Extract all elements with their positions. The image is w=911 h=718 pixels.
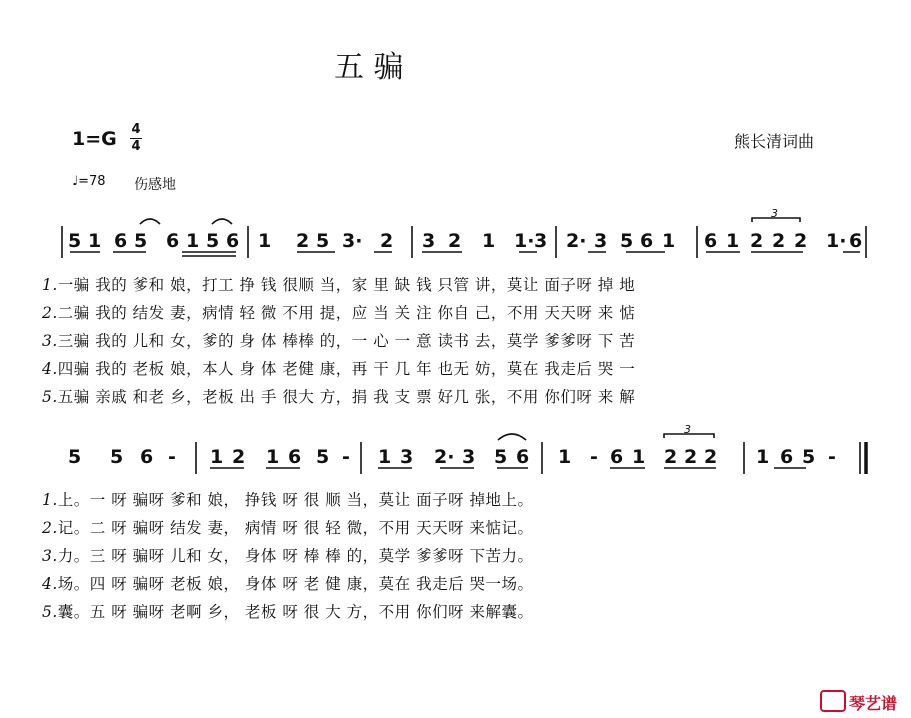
note: 1 (558, 446, 572, 468)
verse-number: 3. (42, 332, 58, 350)
note-dash: - (590, 446, 598, 468)
verse-line (42, 488, 534, 510)
verse-text: 五骗 亲戚 和老 乡，老板 出 手 很大 方，捐 我 支 票 好几 张，不用 你们呀 来 解 (57, 388, 636, 406)
composer-credit: 熊长清词曲 (734, 132, 815, 151)
verse-number: 4. (42, 575, 58, 593)
time-signature-bottom: 4 (131, 139, 141, 154)
verse-text: 囊。五 呀 骗呀 老啊 乡， 老板 呀 很 大 方，不用 你们呀 来解囊。 (57, 603, 534, 621)
triplet-number: 3 (684, 423, 691, 436)
verse-number: 3. (42, 547, 58, 565)
note: 1 (378, 446, 392, 468)
note: 3 (534, 230, 548, 252)
note: 2 (772, 230, 786, 252)
verse-line (42, 385, 635, 407)
note: 1· (826, 230, 847, 252)
watermark-logo (820, 690, 897, 714)
verse-number: 1. (42, 491, 58, 509)
verse-line (42, 301, 635, 323)
note-dash: - (828, 446, 836, 468)
note: 2· (434, 446, 455, 468)
verse-line (42, 329, 635, 351)
key-signature: 1=G (72, 128, 117, 150)
note: 6 (140, 446, 154, 468)
note: 6 (288, 446, 302, 468)
note: 1 (186, 230, 200, 252)
note: 2 (750, 230, 764, 252)
note: 6 (516, 446, 530, 468)
note: 5 (110, 446, 124, 468)
verse-number: 5. (42, 603, 58, 621)
note: 6 (166, 230, 180, 252)
verse-text: 四骗 我的 老板 娘，本人 身 体 老健 康，再 干 几 年 也无 妨，莫在 我走后 哭 一 (57, 360, 636, 378)
note: 3 (594, 230, 608, 252)
note: 2 (448, 230, 462, 252)
note: 6 (704, 230, 718, 252)
triplet-number: 3 (771, 207, 778, 220)
note: 1 (258, 230, 272, 252)
verse-number: 4. (42, 360, 58, 378)
note: 5 (316, 446, 330, 468)
note: 1 (482, 230, 496, 252)
verse-number: 5. (42, 388, 58, 406)
note: 5 (134, 230, 148, 252)
note: 2· (566, 230, 587, 252)
watermark-text: 琴艺谱 (848, 694, 897, 713)
note: 1 (662, 230, 676, 252)
note: 5 (206, 230, 220, 252)
note: 5 (620, 230, 634, 252)
note: 3 (462, 446, 476, 468)
verse-line (42, 544, 534, 566)
note: 5 (68, 230, 82, 252)
note: 1 (210, 446, 224, 468)
note: 3 (422, 230, 436, 252)
verse-line (42, 572, 534, 594)
verse-line (42, 516, 534, 538)
note: 1· (514, 230, 535, 252)
note: 5 (68, 446, 82, 468)
verse-text: 三骗 我的 儿和 女，爹的 身 体 棒棒 的，一 心 一 意 读书 去，莫学 爹爹呀 下 苦 (57, 332, 636, 350)
song-title: 五 骗 (334, 50, 404, 85)
verse-line (42, 273, 635, 295)
time-signature-top: 4 (131, 122, 141, 137)
note: 5 (802, 446, 816, 468)
verse-line (42, 357, 635, 379)
note: 6 (780, 446, 794, 468)
verse-text: 记。二 呀 骗呀 结发 妻， 病情 呀 很 轻 微，不用 天天呀 来惦记。 (57, 519, 534, 537)
verse-line (42, 600, 534, 622)
note: 1 (88, 230, 102, 252)
tempo-marking: ♩=78 (72, 174, 106, 189)
verse-text: 二骗 我的 结发 妻，病情 轻 微 不用 提，应 当 关 注 你自 己，不用 天天呀 来 惦 (57, 304, 636, 322)
note: 6 (114, 230, 128, 252)
note: 3 (400, 446, 414, 468)
note-dash: - (342, 446, 350, 468)
expression-marking: 伤感地 (134, 177, 176, 193)
note: 2 (380, 230, 394, 252)
note: 2 (232, 446, 246, 468)
note: 1 (266, 446, 280, 468)
note: 2 (684, 446, 698, 468)
verse-text: 上。一 呀 骗呀 爹和 娘， 挣钱 呀 很 顺 当，莫让 面子呀 掉地上。 (57, 491, 534, 509)
note-dash: - (168, 446, 176, 468)
note: 6 (226, 230, 240, 252)
verse-text: 场。四 呀 骗呀 老板 娘， 身体 呀 老 健 康，莫在 我走后 哭一场。 (57, 575, 534, 593)
note: 1 (756, 446, 770, 468)
note: 2 (664, 446, 678, 468)
note: 2 (704, 446, 718, 468)
note: 3· (342, 230, 363, 252)
note: 1 (726, 230, 740, 252)
note: 6 (849, 230, 863, 252)
note: 1 (632, 446, 646, 468)
note: 5 (494, 446, 508, 468)
verse-text: 一骗 我的 爹和 娘，打工 挣 钱 很顺 当，家 里 缺 钱 只管 讲，莫让 面子呀 掉 地 (57, 276, 636, 294)
verse-number: 1. (42, 276, 58, 294)
verse-number: 2. (42, 304, 58, 322)
note: 2 (296, 230, 310, 252)
note: 2 (794, 230, 808, 252)
verse-text: 力。三 呀 骗呀 儿和 女， 身体 呀 棒 棒 的，莫学 爹爹呀 下苦力。 (57, 547, 534, 565)
verse-number: 2. (42, 519, 58, 537)
note: 5 (316, 230, 330, 252)
logo-icon (820, 690, 846, 712)
note: 6 (640, 230, 654, 252)
note: 6 (610, 446, 624, 468)
